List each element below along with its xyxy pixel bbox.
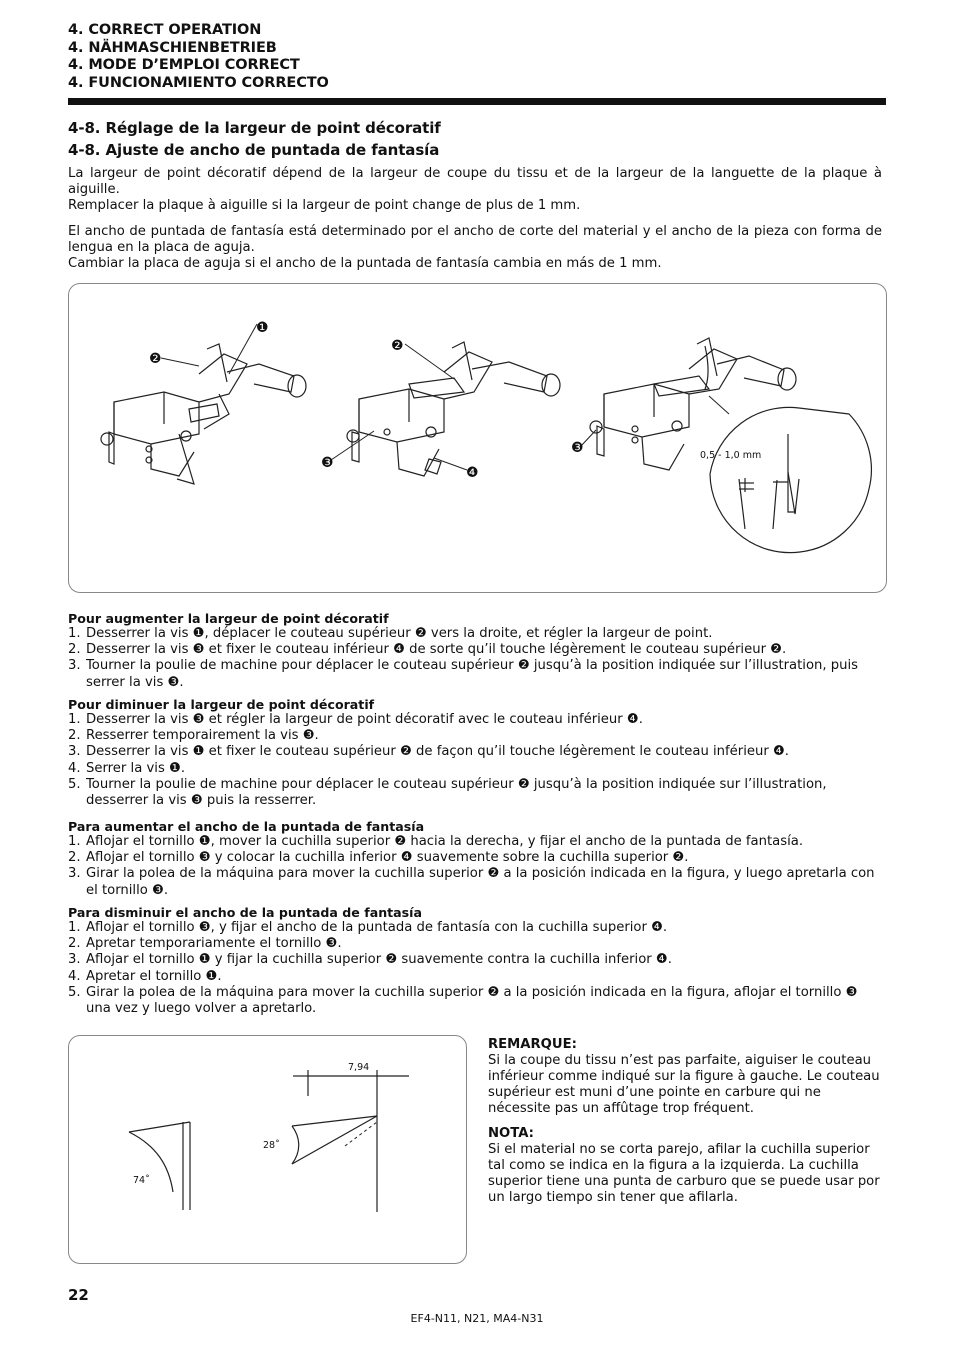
note-es-title: NOTA: <box>488 1126 534 1141</box>
section-title-fr: 4-8. Réglage de la largeur de point décoratif <box>68 119 441 137</box>
list-item: 3. Desserrer la vis ❶ et fixer le couteau supérieur ❷ de façon qu’il touche légèrement le couteau inférieur ❹. <box>68 744 789 760</box>
list-item: 1. Aflojar el tornillo ❸, y fijar el ancho de la puntada de fantasía con la cuchilla superior ❹. <box>68 920 668 935</box>
callout-2b: ❷ <box>391 338 404 354</box>
intro-fr <box>68 166 882 215</box>
knife-illustration <box>69 284 886 592</box>
angle-74-label: 74˚ <box>133 1175 150 1186</box>
figure-knife-adjustment <box>68 283 887 593</box>
bevel-line <box>129 1122 190 1132</box>
machine-view-2 <box>347 342 560 476</box>
machine-view-3 <box>590 338 796 470</box>
callout-numbers <box>149 320 584 481</box>
list-item: 3. Aflojar el tornillo ❶ y fijar la cuchilla superior ❷ suavemente contra la cuchilla inferior ❹. <box>68 952 672 968</box>
header-line-en: 4. CORRECT OPERATION <box>68 22 262 38</box>
page-number: 22 <box>68 1286 89 1304</box>
header-rule <box>68 98 886 105</box>
angle-arc-28 <box>292 1126 299 1164</box>
procedure-title: Para disminuir el ancho de la puntada de fantasía <box>68 905 422 920</box>
procedure-title: Para aumentar el ancho de la puntada de fantasía <box>68 819 425 834</box>
list-item: 2. Apretar temporariamente el tornillo ❸. <box>68 936 342 952</box>
list-item: 5. Tourner la poulie de machine pour déplacer le couteau supérieur ❷ jusqu’à la position indiquée sur l’illustration, desserrer la vis ❸ puis la resserrer. <box>68 776 827 809</box>
section-title-es: 4-8. Ajuste de ancho de puntada de fantasía <box>68 141 440 159</box>
list-item: 5. Girar la polea de la máquina para mover la cuchilla superior ❷ a la posición indicada en la figura, aflojar el tornillo ❸ una vez y luego volver a apretarlo. <box>68 984 858 1017</box>
leader-lines <box>161 324 729 470</box>
callout-3c: ❸ <box>571 440 584 456</box>
procedure-es-decrease <box>68 906 886 1017</box>
note-fr-title: REMARQUE: <box>488 1037 577 1052</box>
figure-knife-sharpening <box>68 1035 467 1264</box>
list-item: 4. Apretar el tornillo ❶. <box>68 968 222 984</box>
header-line-fr: 4. MODE D’EMPLOI CORRECT <box>68 57 300 74</box>
intro-es <box>68 224 882 273</box>
list-item: 1. Aflojar el tornillo ❶, mover la cuchilla superior ❷ hacia la derecha, y fijar el ancho de la puntada de fantasía. <box>68 834 804 849</box>
callout-1: ❶ <box>256 320 269 336</box>
callout-2a: ❷ <box>149 351 162 367</box>
cut-line <box>292 1116 377 1126</box>
detail-magnifier <box>710 407 871 552</box>
detail-dimension-label: 0,5 - 1,0 mm <box>700 450 762 461</box>
list-item: 1. Desserrer la vis ❸ et régler la largeur de point décoratif avec le couteau inférieur ❹. <box>68 712 643 727</box>
intro-es-1: El ancho de puntada de fantasía está determinado por el ancho de corte del material y el ancho de la pieza con forma de lengua en la placa de aguja. <box>68 224 882 256</box>
dim-7-94-label: 7,94 <box>348 1062 370 1073</box>
sharpening-diagram <box>69 1036 466 1263</box>
procedure-title: Pour diminuer la largeur de point décoratif <box>68 697 375 712</box>
header-line-de: 4. NÄHMASCHIENBETRIEB <box>68 39 277 56</box>
procedure-fr-increase <box>68 612 886 691</box>
list-item: 2. Resserrer temporairement la vis ❸. <box>68 728 319 744</box>
list-item: 1. Desserrer la vis ❶, déplacer le couteau supérieur ❷ vers la droite, et régler la largeur de point. <box>68 626 713 641</box>
list-item: 3. Tourner la poulie de machine pour déplacer le couteau supérieur ❷ jusqu’à la position indiquée sur l’illustration, puis serrer la vis ❸. <box>68 658 859 690</box>
note-fr <box>488 1037 886 1117</box>
machine-view-1 <box>101 344 306 484</box>
model-footer: EF4-N11, N21, MA4-N31 <box>410 1312 544 1325</box>
chapter-header <box>68 22 329 92</box>
intro-fr-1: La largeur de point décoratif dépend de la largeur de coupe du tissu et de la largeur de la languette de la plaque à aiguille. <box>68 166 882 198</box>
note-es <box>488 1126 886 1206</box>
tip-line <box>292 1116 377 1164</box>
procedure-es-increase <box>68 820 886 899</box>
note-fr-text: Si la coupe du tissu n’est pas parfaite, aiguiser le couteau inférieur comme indiqué sur la figure à gauche. Le couteau supérieur est muni d’une pointe en carbure qui ne nécessite pas un affûtage trop fréquent. <box>488 1053 880 1116</box>
callout-3b: ❸ <box>321 455 334 471</box>
note-es-text: Si el material no se corta parejo, afilar la cuchilla superior tal como se indica en la figura a la izquierda. La cuchilla superior tiene una punta de carburo que se puede usar por un largo tiempo sin tener que afilarla. <box>488 1142 880 1205</box>
intro-es-2: Cambiar la placa de aguja si el ancho de la puntada de fantasía cambia en más de 1 mm. <box>68 256 662 272</box>
procedure-title: Pour augmenter la largeur de point décoratif <box>68 611 389 626</box>
angle-28-label: 28˚ <box>263 1140 280 1151</box>
procedure-fr-decrease <box>68 698 886 809</box>
list-item: 4. Serrer la vis ❶. <box>68 760 186 776</box>
callout-4: ❹ <box>466 465 479 481</box>
list-item: 3. Girar la polea de la máquina para mover la cuchilla superior ❷ a la posición indicada en la figura, y luego apretarla con el tornillo ❸. <box>68 866 875 898</box>
header-line-es: 4. FUNCIONAMIENTO CORRECTO <box>68 74 329 91</box>
list-item: 2. Desserrer la vis ❸ et fixer le couteau inférieur ❹ de sorte qu’il touche légèrement le couteau supérieur ❷. <box>68 642 787 658</box>
intro-fr-2: Remplacer la plaque à aiguille si la largeur de point change de plus de 1 mm. <box>68 198 581 214</box>
list-item: 2. Aflojar el tornillo ❸ y colocar la cuchilla inferior ❹ suavemente sobre la cuchilla superior ❷. <box>68 850 689 866</box>
